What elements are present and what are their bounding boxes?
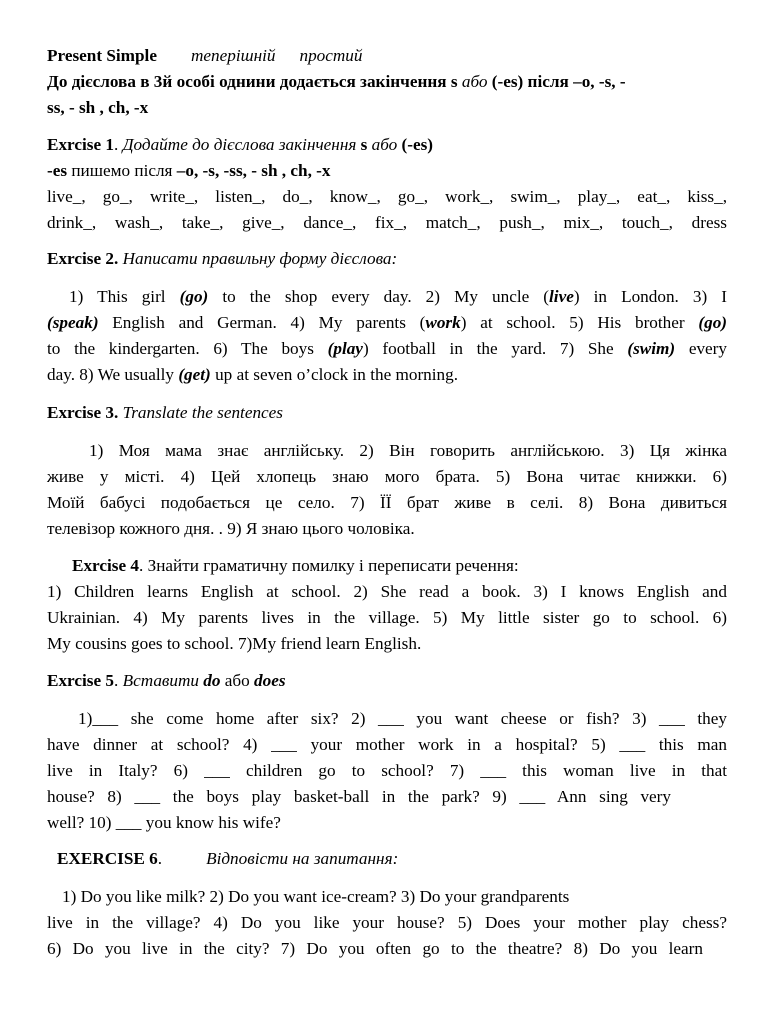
intro-rule-line-2: ss, - sh , ch, -x: [47, 98, 149, 117]
exercise-5-line-1: 1)___ she come home after six? 2) ___ you want cheese or fish? 3) ___ they: [78, 709, 727, 728]
exercise-6-line-1: 1) Do you like milk? 2) Do you want ice-cream? 3) Do your grandparents: [62, 887, 570, 906]
exercise-5-instruction: Вставити: [122, 671, 204, 690]
exercise-3-instruction: Translate the sentences: [118, 403, 283, 422]
intro-section: [47, 43, 727, 121]
exercise-5: [47, 668, 727, 836]
exercise-4-label: Exrcise 4: [72, 556, 139, 575]
exercise-1: [47, 132, 727, 236]
exercise-6-heading: EXERCISE 6. Відповісти на запитання:: [57, 849, 399, 868]
exercise-4: [47, 553, 727, 657]
exercise-4-instruction: . Знайти граматичну помилку і переписати речення:: [139, 556, 519, 575]
exercise-5-line-3: live in Italy? 6) ___ children go to school? 7) ___ this woman live in that: [47, 761, 727, 780]
exercise-6: [47, 846, 727, 962]
intro-title-line: [47, 43, 727, 69]
lesson-title-ua: теперішній: [190, 46, 276, 65]
exercise-5-label: Exrcise 5: [47, 671, 114, 690]
exercise-3-line-2: живе у місті. 4) Цей хлопець знаю мого брата. 5) Вона читає книжки. 6): [47, 467, 727, 486]
lesson-title-ua-2: простий: [299, 46, 363, 65]
exercise-3-line-3: Моїй бабусі подобається це село. 7) ЇЇ брат живе в селі. 8) Вона дивиться: [47, 493, 727, 512]
exercise-2-instruction: Написати правильну форму дієслова:: [118, 249, 398, 268]
exercise-6-label: EXERCISE 6: [57, 849, 158, 868]
exercise-4-line-3: My cousins goes to school. 7)My friend learn English.: [47, 634, 422, 653]
exercise-2-line-1: 1) This girl (go) to the shop every day. 2) My uncle (live) in London. 3) I: [69, 287, 728, 306]
exercise-3-line-1: 1) Моя мама знає англійську. 2) Він говорить англійською. 3) Ця жінка: [89, 441, 727, 460]
rule-or: або: [457, 72, 492, 91]
exercise-1-words-1: live_, go_, write_, listen_, do_, know_, go_, work_, swim_, play_, eat_, kiss_,: [47, 187, 727, 206]
exercise-6-instruction: Відповісти на запитання:: [206, 849, 399, 868]
exercise-3-heading: [47, 400, 727, 426]
exercise-6-line-2: live in the village? 4) Do you like your house? 5) Does your mother play chess?: [47, 913, 727, 932]
intro-rule-line-1: [47, 69, 727, 95]
exercise-5-line-5: well? 10) ___ you know his wife?: [47, 813, 281, 832]
exercise-6-line-3: 6) Do you live in the city? 7) Do you often go to the theatre? 8) Do you learn: [47, 939, 703, 958]
exercise-3-line-4: телевізор кожного дня. . 9) Я знаю цього чоловіка.: [47, 519, 415, 538]
rule-text: До дієслова в 3й особі однини додається закінчення: [47, 72, 451, 91]
exercise-3: [47, 400, 727, 542]
exercise-2: [47, 246, 727, 388]
exercise-1-rule: -es пишемо після –о, -s, -ss, - sh , ch, -x: [47, 161, 331, 180]
exercise-2-label: Exrcise 2.: [47, 249, 119, 268]
exercise-2-line-4: day. 8) We usually (get) up at seven o’clock in the morning.: [47, 365, 459, 384]
rule-es: (-es) після –о, -s, -: [491, 72, 626, 91]
exercise-4-heading: [47, 553, 727, 579]
exercise-4-line-1: 1) Children learns English at school. 2) She read a book. 3) I knows English and: [47, 582, 727, 601]
exercise-4-line-2: Ukrainian. 4) My parents lives in the village. 5) My little sister go to school. 6): [47, 608, 727, 627]
exercise-1-label: Exrcise 1: [47, 135, 114, 154]
exercise-5-line-4: house? 8) ___ the boys play basket-ball in the park? 9) ___ Ann sing very: [47, 787, 671, 806]
exercise-1-words-2: drink_, wash_, take_, give_, dance_, fix_, match_, push_, mix_, touch_, dress: [47, 213, 727, 232]
lesson-title: Present Simple: [47, 46, 157, 65]
exercise-2-heading: [47, 246, 727, 272]
rule-s: s: [450, 72, 458, 91]
exercise-2-line-3: to the kindergarten. 6) The boys (play) football in the yard. 7) She (swim) every: [47, 339, 727, 358]
exercise-2-line-2: (speak) English and German. 4) My parents (work) at school. 5) His brother (go): [47, 313, 728, 332]
exercise-1-instruction: Додайте до дієслова закінчення: [122, 135, 361, 154]
exercise-1-heading: Exrcise 1. Додайте до дієслова закінчення s або (-es): [47, 135, 434, 154]
exercise-5-heading: Exrcise 5. Вставити do або does: [47, 671, 286, 690]
exercise-3-label: Exrcise 3.: [47, 403, 119, 422]
exercise-5-line-2: have dinner at school? 4) ___ your mother work in a hospital? 5) ___ this man: [47, 735, 727, 754]
